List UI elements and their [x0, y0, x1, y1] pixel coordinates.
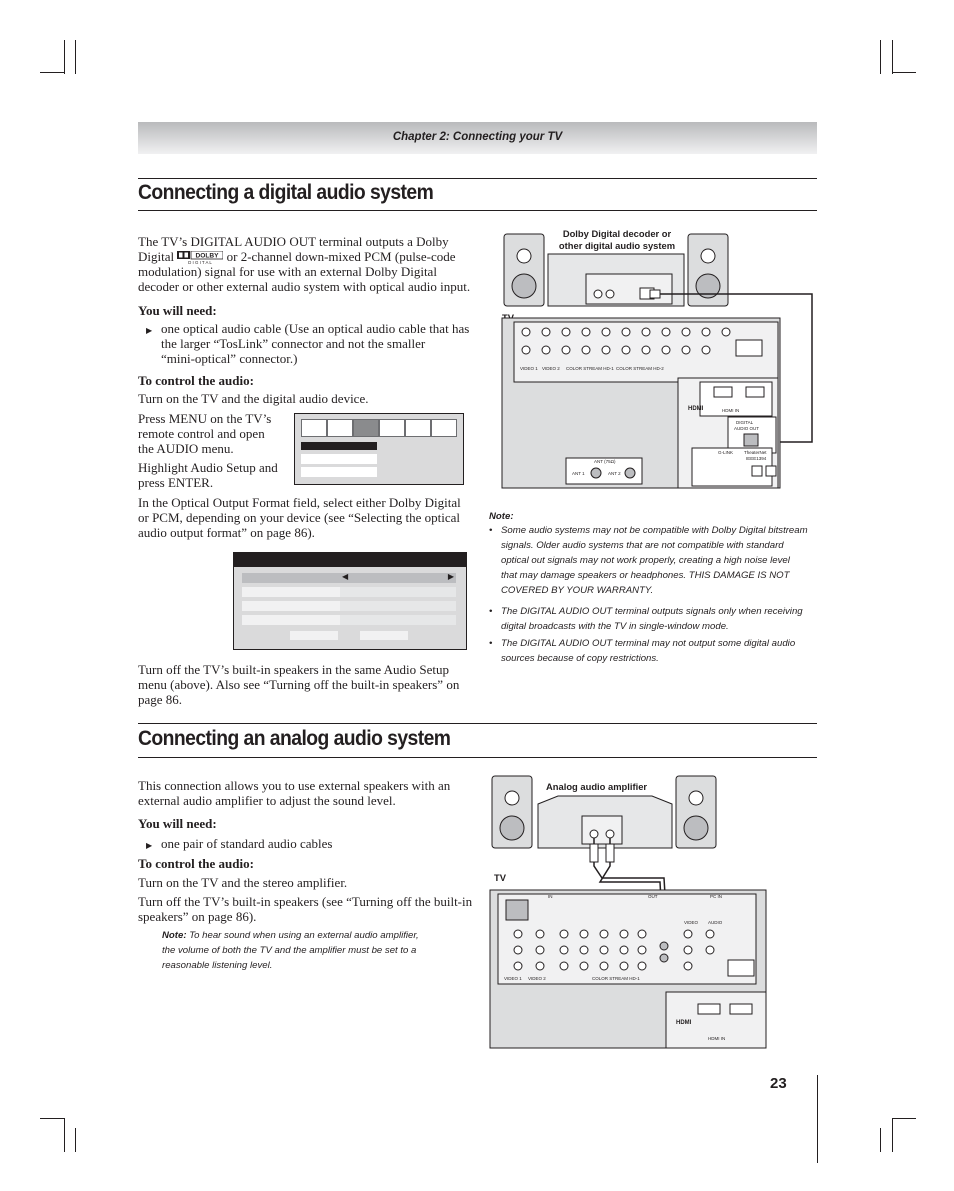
crop-mark — [64, 40, 65, 74]
audio-icon — [353, 419, 379, 437]
you-will-need-heading: You will need: — [138, 816, 217, 831]
crop-mark — [892, 40, 893, 74]
right-speaker — [688, 234, 728, 306]
note-heading: Note: — [489, 511, 514, 522]
amplifier-box — [538, 796, 672, 848]
screen-icon — [327, 419, 353, 437]
step-2 — [138, 411, 271, 456]
intro-line: The TV’s DIGITAL AUDIO OUT terminal outputs a Dolby — [138, 234, 449, 249]
menu-row — [242, 573, 340, 583]
decoder-box — [548, 254, 684, 306]
bullet-arrow-icon: ▶ — [146, 326, 153, 335]
need-item-line: the larger “TosLink” connector and not the smaller — [161, 336, 426, 351]
svg-text:ANT 1: ANT 1 — [572, 471, 585, 476]
step-3 — [138, 460, 278, 490]
menu-button — [290, 631, 338, 640]
svg-text:HDMI IN: HDMI IN — [722, 408, 740, 413]
crop-mark — [880, 40, 881, 74]
right-speaker — [676, 776, 716, 848]
arrow-left-icon: ◀ — [342, 572, 349, 581]
step-line: Highlight Audio Setup and — [138, 460, 278, 475]
crop-mark — [75, 1128, 76, 1152]
step-line: speakers” on page 86). — [138, 909, 257, 924]
bullet-arrow-icon: ▶ — [146, 841, 153, 850]
svg-text:COLOR STREAM HD-2: COLOR STREAM HD-2 — [616, 366, 664, 371]
svg-text:COLOR STREAM HD-1: COLOR STREAM HD-1 — [592, 976, 640, 981]
svg-text:COLOR STREAM HD-1: COLOR STREAM HD-1 — [566, 366, 614, 371]
need-item — [161, 321, 481, 366]
menu-value — [340, 615, 456, 625]
menu-value — [340, 587, 456, 597]
need-item-line: one optical audio cable (Use an optical audio cable that has — [161, 321, 470, 336]
note-text: To hear sound when using an external audio amplifier, — [189, 930, 419, 941]
note-line: COVERED BY YOUR WARRANTY. — [501, 585, 654, 596]
intro-paragraph — [138, 234, 478, 294]
svg-text:D I G I T A L: D I G I T A L — [188, 259, 213, 264]
to-control-heading: To control the audio: — [138, 856, 254, 871]
svg-text:VIDEO 1: VIDEO 1 — [504, 976, 522, 981]
chapter-header-text: Chapter 2: Connecting your TV — [392, 131, 563, 143]
page-edge-rule — [817, 1075, 818, 1163]
svg-text:ANT (75Ω): ANT (75Ω) — [594, 459, 616, 464]
intro-line — [138, 249, 478, 264]
crop-mark — [892, 1118, 893, 1152]
note-line: sources because of copy restrictions. — [501, 653, 659, 664]
crop-mark — [75, 40, 76, 74]
svg-text:VIDEO 2: VIDEO 2 — [542, 366, 560, 371]
picture-icon — [301, 419, 327, 437]
section-title-analog: Connecting an analog audio system — [138, 727, 451, 750]
svg-text:IEEE1394: IEEE1394 — [746, 456, 767, 461]
menu-value — [340, 573, 456, 583]
svg-text:DIGITAL: DIGITAL — [736, 420, 754, 425]
note-bullet: • — [489, 638, 493, 649]
section-title-digital: Connecting a digital audio system — [138, 181, 434, 204]
note-item-3 — [501, 636, 819, 666]
note-item-1 — [501, 523, 819, 598]
svg-text:G-LINK: G-LINK — [718, 450, 734, 455]
after-paragraph — [138, 662, 468, 707]
analog-connection-diagram — [488, 774, 770, 1050]
digital-connection-diagram — [500, 232, 816, 492]
crop-mark — [892, 72, 916, 73]
step-line: In the Optical Output Format field, select either Dolby Digital — [138, 495, 461, 510]
intro-text: Digital — [138, 249, 175, 264]
tv-back-panel — [502, 318, 780, 488]
page-number: 23 — [770, 1075, 787, 1092]
menu-value — [340, 601, 456, 611]
decoder-label-line: Dolby Digital decoder or — [562, 228, 672, 239]
step-line: or PCM, depending on your device (see “Selecting the optical — [138, 510, 461, 525]
menu-row — [301, 454, 377, 464]
crop-mark — [892, 1118, 916, 1119]
note-line: Some audio systems may not be compatible with Dolby Digital bitstream — [501, 525, 808, 536]
section-rule — [138, 178, 817, 179]
crop-mark — [64, 1118, 65, 1152]
audio-setup-screenshot — [233, 552, 467, 650]
svg-text:IN: IN — [548, 894, 553, 899]
note-line: that may damage speakers or headphones. THIS DAMAGE IS NOT — [501, 570, 790, 581]
decoder-label-line: other digital audio system — [558, 240, 676, 251]
analog-intro — [138, 778, 468, 808]
svg-text:ANT 2: ANT 2 — [608, 471, 621, 476]
svg-text:VIDEO 1: VIDEO 1 — [520, 366, 538, 371]
menu-title-bar — [234, 553, 466, 567]
step-line: Press MENU on the TV’s — [138, 411, 272, 426]
tv-back-panel — [490, 890, 766, 1048]
crop-mark — [40, 72, 64, 73]
preferences-icon — [379, 419, 405, 437]
svg-text:VIDEO: VIDEO — [684, 920, 699, 925]
left-speaker — [492, 776, 532, 848]
amplifier-label: Analog audio amplifier — [546, 781, 648, 792]
step-line: remote control and open — [138, 426, 265, 441]
step-line: Turn off the TV’s built-in speakers (see “Turning off the built-in — [138, 894, 473, 909]
need-item: one pair of standard audio cables — [161, 836, 333, 851]
note-line: the volume of both the TV and the amplifier must be set to a — [162, 945, 417, 956]
tv-label: TV — [494, 872, 506, 883]
after-line: Turn off the TV’s built-in speakers in the same Audio Setup — [138, 662, 450, 677]
after-line: menu (above). Also see “Turning off the built-in speakers” on — [138, 677, 460, 692]
svg-text:AUDIO: AUDIO — [708, 920, 723, 925]
step-1: Turn on the TV and the stereo amplifier. — [138, 875, 348, 890]
intro-line: modulation) signal for use with an external Dolby Digital — [138, 264, 437, 279]
after-line: page 86. — [138, 692, 183, 707]
svg-text:PC IN: PC IN — [710, 894, 723, 899]
svg-text:HDMI: HDMI — [676, 1020, 692, 1026]
note-item-2 — [501, 604, 819, 634]
intro-line: This connection allows you to use external speakers with an — [138, 778, 451, 793]
note-bullet: • — [489, 525, 493, 536]
dolby-digital-logo — [177, 251, 223, 264]
note-line: reasonable listening level. — [162, 960, 273, 971]
svg-text:TheaterNet: TheaterNet — [744, 450, 767, 455]
chapter-header — [138, 122, 817, 154]
lock-icon — [405, 419, 431, 437]
crop-mark — [880, 1128, 881, 1152]
svg-text:OUT: OUT — [648, 894, 658, 899]
section-rule — [138, 210, 817, 211]
menu-title-bar — [301, 442, 377, 450]
left-speaker — [504, 234, 544, 306]
intro-line: external audio amplifier to adjust the sound level. — [138, 793, 396, 808]
menu-row — [242, 587, 340, 597]
section-rule — [138, 757, 817, 758]
svg-text:HDMI: HDMI — [688, 406, 704, 412]
audio-menu-screenshot — [294, 413, 464, 485]
crop-mark — [40, 1118, 64, 1119]
step-line: the AUDIO menu. — [138, 441, 234, 456]
you-will-need-heading: You will need: — [138, 303, 217, 318]
note-line — [162, 928, 462, 943]
note-line: The DIGITAL AUDIO OUT terminal outputs signals only when receiving — [501, 606, 803, 617]
menu-row — [242, 615, 340, 625]
menu-button — [360, 631, 408, 640]
menu-row — [301, 467, 377, 477]
need-item-line: “mini-optical” connector.) — [161, 351, 298, 366]
svg-text:AUDIO OUT: AUDIO OUT — [734, 426, 760, 431]
svg-text:VIDEO 2: VIDEO 2 — [528, 976, 546, 981]
note-line: optical out signals may not work properly, creating a high noise level — [501, 555, 790, 566]
note-heading: Note: — [162, 930, 187, 941]
svg-text:DOLBY: DOLBY — [195, 252, 219, 260]
setup-icon — [431, 419, 457, 437]
to-control-heading: To control the audio: — [138, 373, 254, 388]
svg-text:HDMI IN: HDMI IN — [708, 1036, 726, 1041]
menu-row — [242, 601, 340, 611]
note-line: digital broadcasts with the TV in single-window mode. — [501, 621, 729, 632]
intro-text: or 2-channel down-mixed PCM (pulse-code — [226, 249, 456, 264]
step-line: audio output format” on page 86). — [138, 525, 315, 540]
step-4 — [138, 495, 468, 540]
analog-note — [162, 928, 462, 973]
step-line: press ENTER. — [138, 475, 214, 490]
arrow-right-icon: ▶ — [447, 572, 454, 581]
note-bullet: • — [489, 606, 493, 617]
note-line: signals. Older audio systems that are not compatible with standard — [501, 540, 784, 551]
intro-line: decoder or other external audio system with optical audio input. — [138, 279, 471, 294]
note-line: The DIGITAL AUDIO OUT terminal may not output some digital audio — [501, 638, 796, 649]
section-rule — [138, 723, 817, 724]
step-1: Turn on the TV and the digital audio device. — [138, 391, 369, 406]
step-2 — [138, 894, 473, 924]
